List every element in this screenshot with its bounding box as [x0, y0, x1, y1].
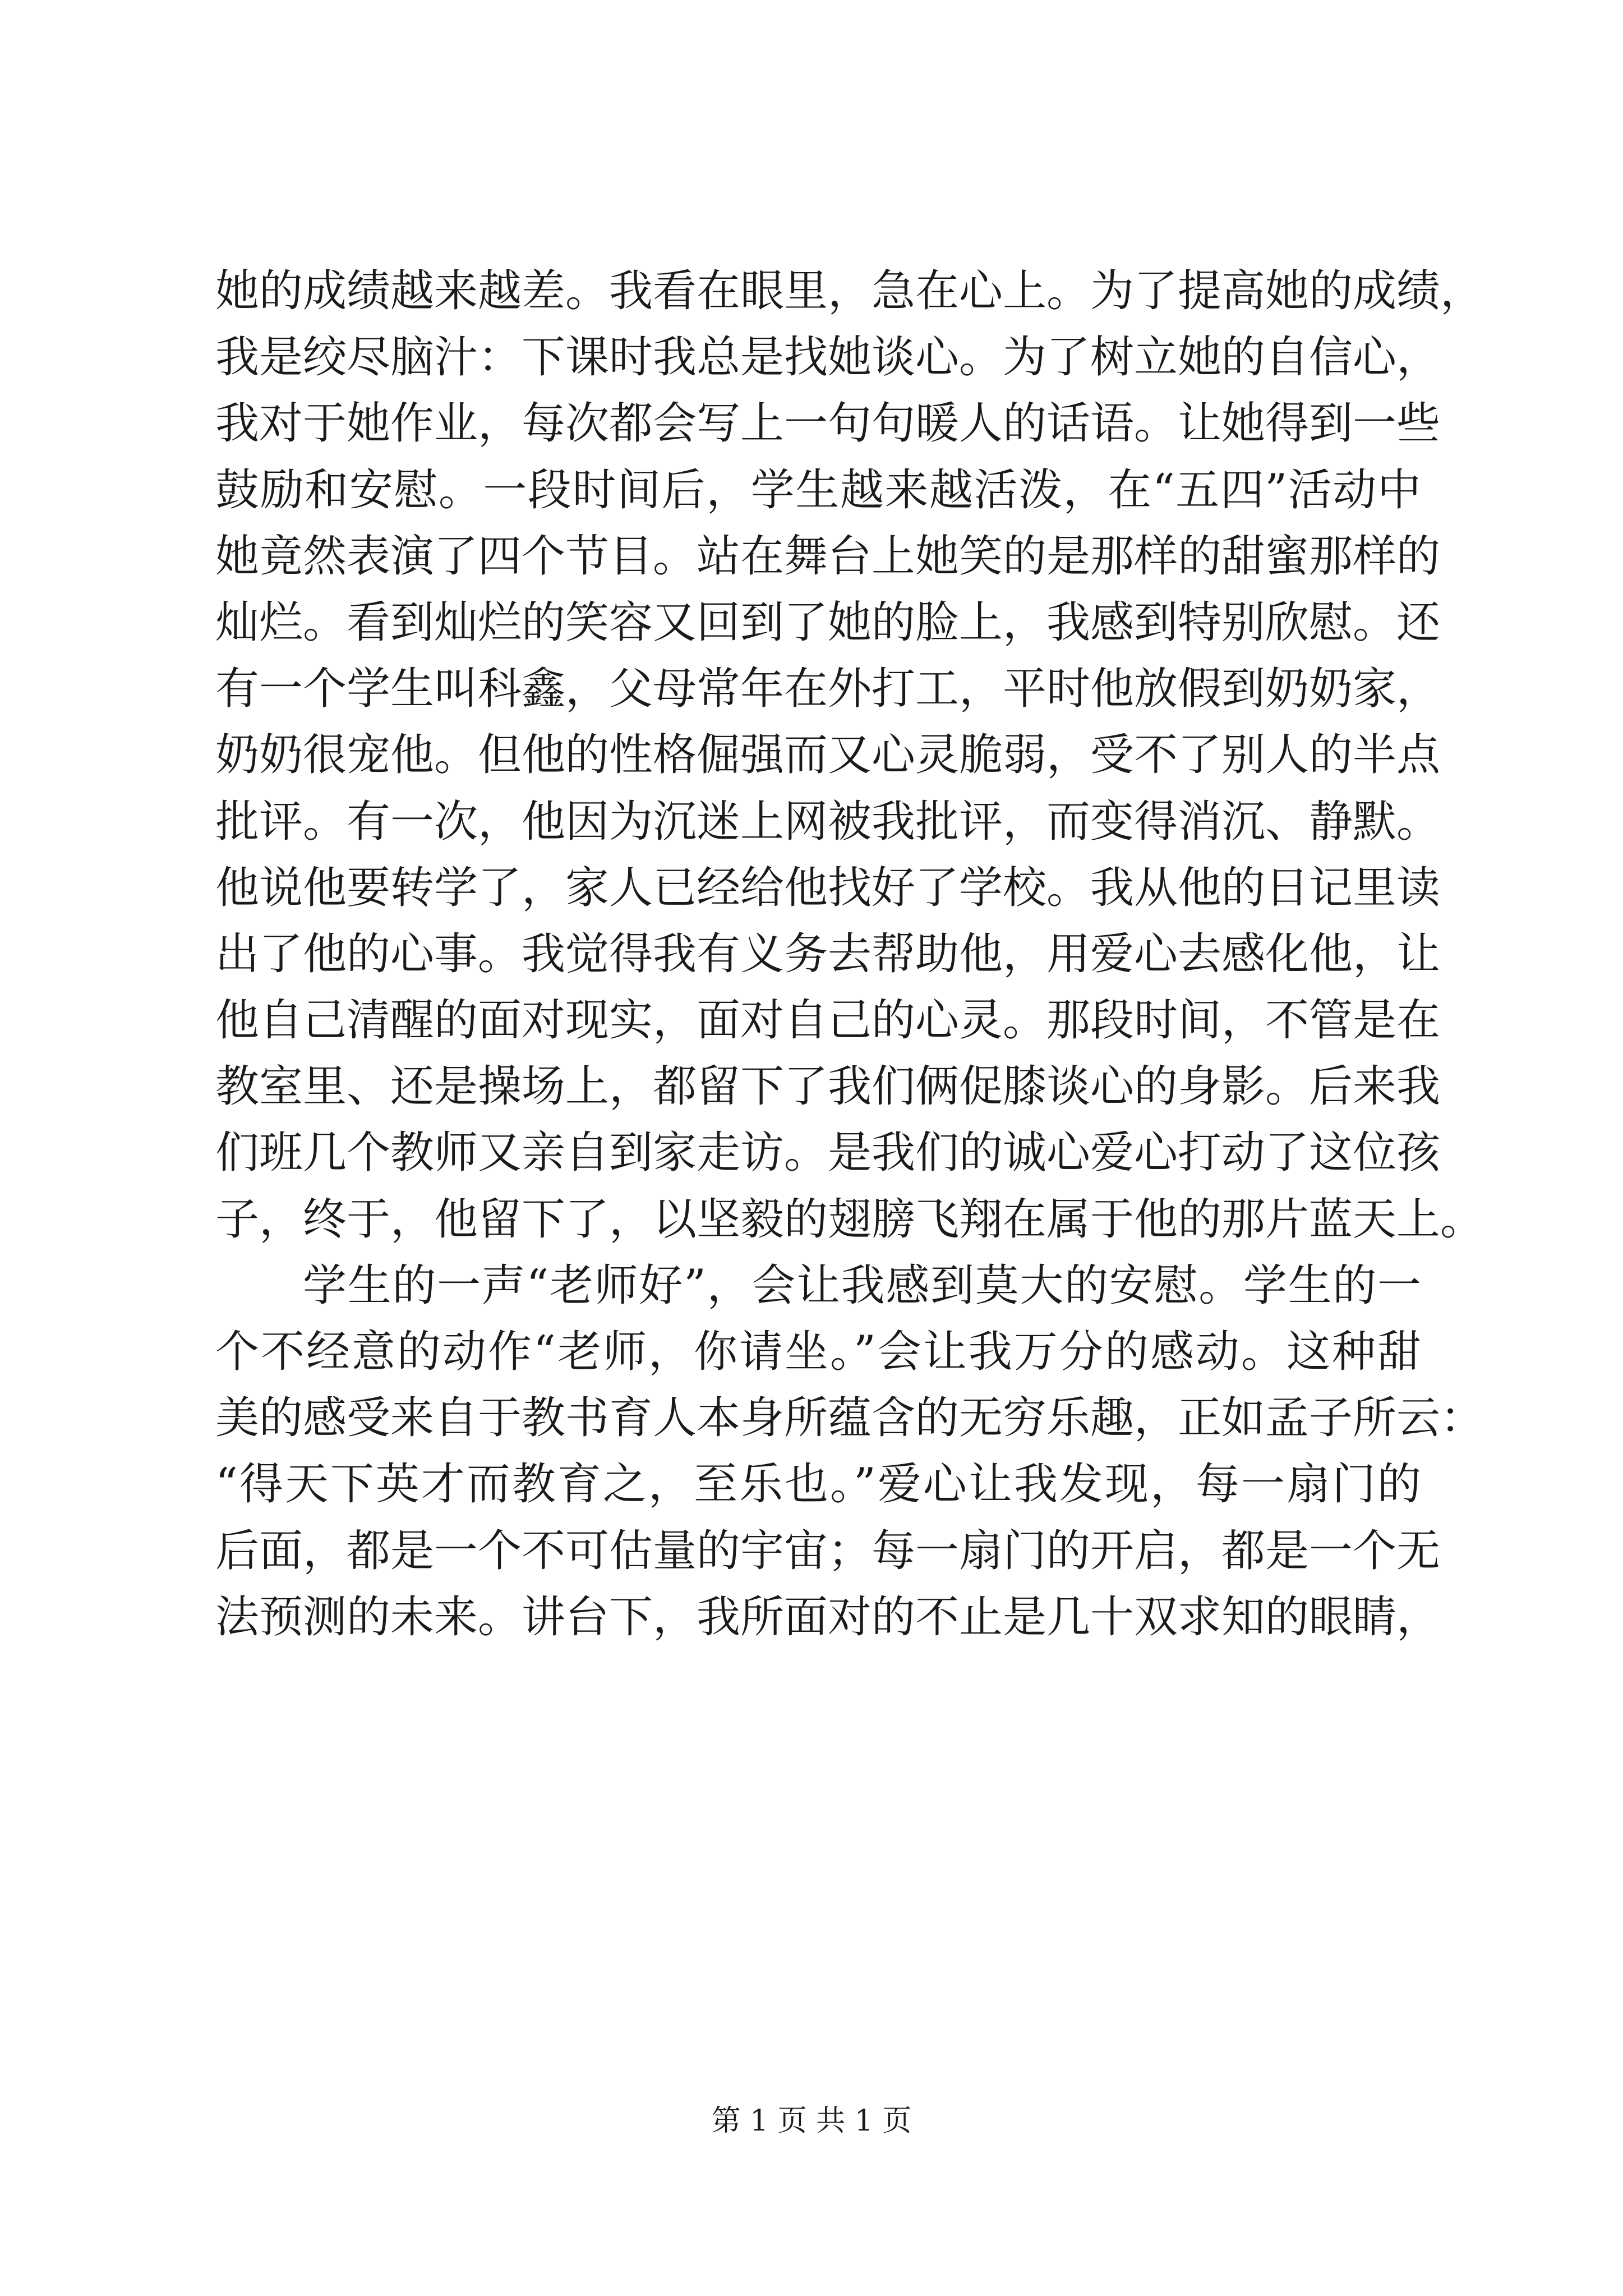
text-line: 学生的一声“老师好”，会让我感到莫大的安慰。学生的一 — [303, 1260, 1421, 1311]
text-line: 后面，都是一个不可估量的宇宙；每一扇门的开启，都是一个无 — [215, 1525, 1441, 1576]
text-line: 有一个学生叫科鑫，父母常年在外打工，平时他放假到奶奶家， — [215, 664, 1441, 715]
text-line: 她竟然表演了四个节目。站在舞台上她笑的是那样的甜蜜那样的 — [215, 531, 1441, 582]
text-line: 他说他要转学了，家人已经给他找好了学校。我从他的日记里读 — [215, 862, 1441, 913]
text-line: 出了他的心事。我觉得我有义务去帮助他，用爱心去感化他，让 — [215, 928, 1441, 979]
text-line: 她的成绩越来越差。我看在眼里，急在心上。为了提高她的成绩， — [215, 266, 1484, 316]
text-line: 批评。有一次，他因为沉迷上网被我批评，而变得消沉、静默。 — [215, 796, 1441, 847]
text-line: “得天下英才而教育之，至乐也。”爱心让我发现，每一扇门的 — [215, 1459, 1421, 1510]
text-line: 灿烂。看到灿烂的笑容又回到了她的脸上，我感到特别欣慰。还 — [215, 597, 1441, 648]
text-line: 奶奶很宠他。但他的性格倔强而又心灵脆弱，受不了别人的半点 — [215, 730, 1441, 781]
text-line: 个不经意的动作“老师，你请坐。”会让我万分的感动。这种甜 — [215, 1327, 1421, 1377]
page-number-footer: 第 1 页 共 1 页 — [711, 2104, 912, 2138]
text-line: 我是绞尽脑汁：下课时我总是找她谈心。为了树立她的自信心， — [215, 332, 1441, 383]
text-line: 法预测的未来。讲台下，我所面对的不止是几十双求知的眼睛， — [215, 1591, 1441, 1642]
text-line: 教室里、还是操场上，都留下了我们俩促膝谈心的身影。后来我 — [215, 1061, 1441, 1112]
text-line: 他自己清醒的面对现实，面对自己的心灵。那段时间，不管是在 — [215, 995, 1441, 1046]
text-line: 鼓励和安慰。一段时间后，学生越来越活泼，在“五四”活动中 — [215, 464, 1421, 516]
text-line: 我对于她作业，每次都会写上一句句暖人的话语。让她得到一些 — [215, 398, 1441, 449]
text-line: 们班几个教师又亲自到家走访。是我们的诚心爱心打动了这位孩 — [215, 1128, 1441, 1179]
text-line: 美的感受来自于教书育人本身所蕴含的无穷乐趣，正如孟子所云： — [215, 1393, 1484, 1444]
text-line: 子，终于，他留下了，以坚毅的翅膀飞翔在属于他的那片蓝天上。 — [215, 1194, 1484, 1245]
body-text — [215, 258, 1484, 1650]
